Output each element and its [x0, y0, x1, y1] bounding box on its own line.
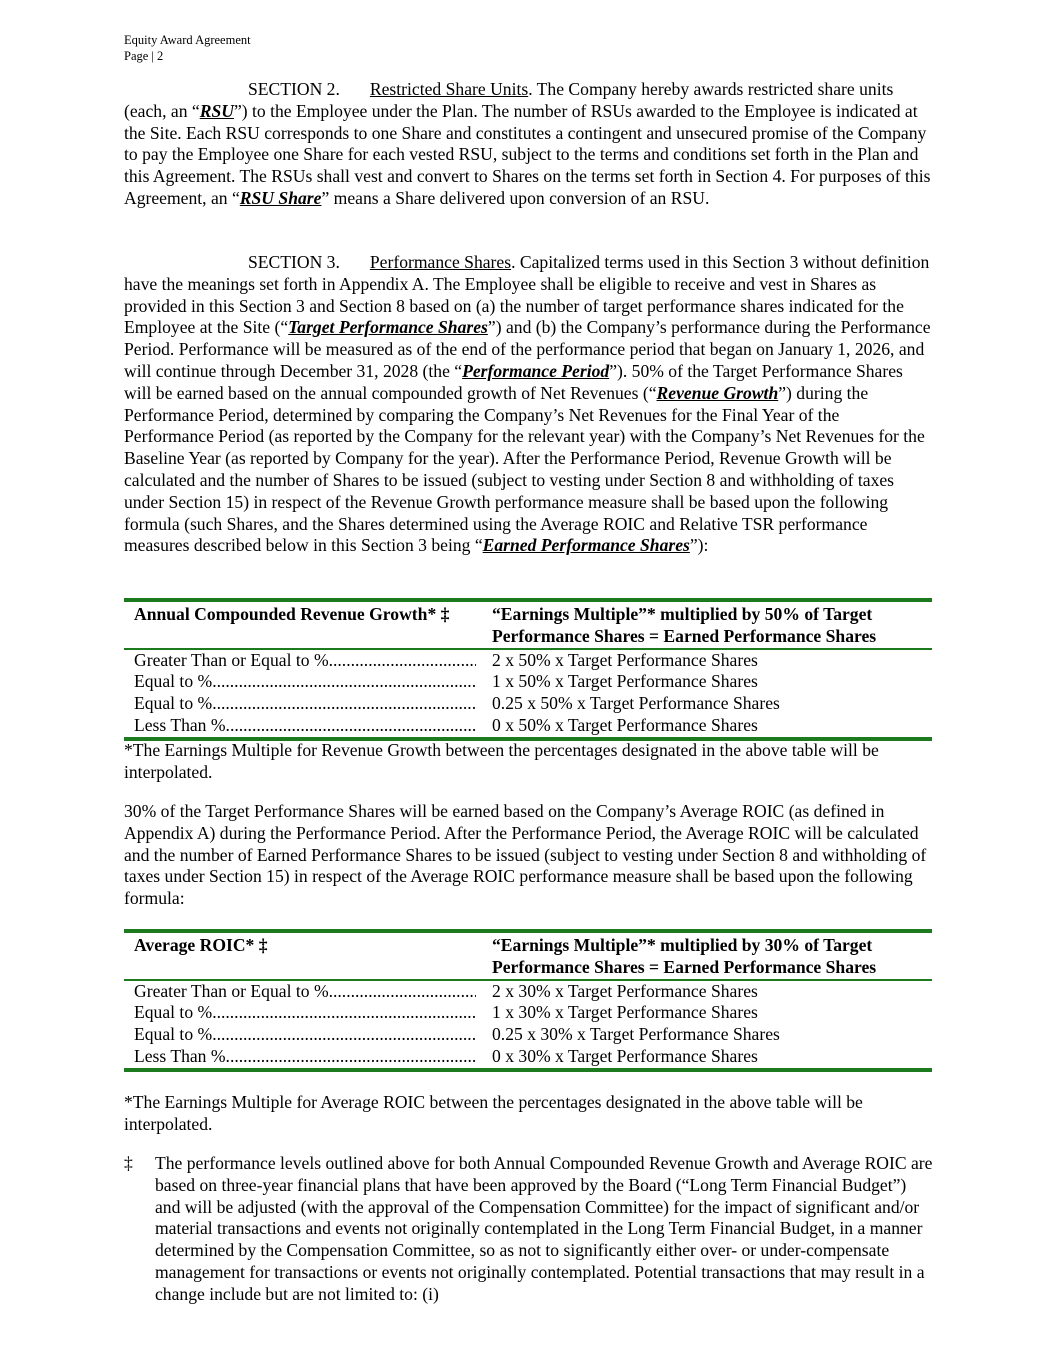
average-roic-footnote: *The Earnings Multiple for Average ROIC between the percentages designated in the above table will be interpolated. — [124, 1092, 863, 1134]
threshold-label: Greater Than or Equal to % — [134, 649, 329, 670]
multiplier-cell: 2 x 30% x Target Performance Shares — [492, 980, 758, 1001]
revenue-growth-footnote: *The Earnings Multiple for Revenue Growth between the percentages designated in the above table will be interpolated. — [124, 740, 879, 782]
column-header: “Earnings Multiple”* multiplied by 30% of Target Performance Shares = Earned Performance Shares — [482, 931, 932, 980]
table-row — [124, 980, 932, 1003]
table-header-row — [124, 931, 932, 980]
threshold-label: Equal to % — [134, 693, 213, 714]
leader-dots — [212, 1024, 476, 1046]
threshold-cell — [124, 1002, 482, 1024]
defined-term: Revenue Growth — [656, 382, 779, 403]
leader-dots — [212, 1002, 476, 1024]
page-number: Page | 2 — [124, 49, 164, 63]
table-row — [124, 649, 932, 672]
text-run: ”). 50% of the Target Performance Shares will be earned based on the annual compounded growth of Net Revenues (“ — [124, 360, 903, 403]
column-header: Annual Compounded Revenue Growth* ‡ — [124, 600, 482, 649]
section-heading: Performance Shares — [369, 252, 512, 272]
threshold-label: Equal to % — [134, 671, 213, 692]
dot-leader-label — [134, 1002, 476, 1024]
text-run: . Capitalized terms used in this Section 3 without definition have the meanings set forth in Appendix A. The Employee shall be eligible to receive and vest in Shares as provided in this Section 3 and Section 8 based on (a) the number of target performance shares indicated for the Employee at the Site (“ — [124, 252, 930, 338]
text-run: ” means a Share delivered upon conversion of an RSU. — [321, 187, 710, 208]
average-roic-table — [124, 929, 932, 1072]
threshold-label: Less Than % — [134, 1045, 226, 1066]
multiplier-cell: 0.25 x 50% x Target Performance Shares — [492, 693, 780, 714]
section-2-paragraph — [124, 79, 932, 210]
text-run: ”) to the Employee under the Plan. The number of RSUs awarded to the Employee is indicated at the Site. Each RSU corresponds to one Share and constitutes a contingent and unsecured promise of the Company to pay the Employee one Share for each vested RSU, subject to the terms and conditions set forth in the Plan and this Agreement. The RSUs shall vest and convert to Shares on the terms set forth in Section 4. For purposes of this Agreement, an “ — [124, 100, 931, 208]
defined-term: Target Performance Shares — [288, 317, 488, 338]
leader-dots — [212, 671, 476, 693]
table-row — [124, 715, 932, 739]
text-run: . The Company hereby awards restricted share units (each, an “ — [124, 79, 894, 121]
text-run: ”) during the Performance Period, determined by comparing the Company’s Net Revenues for the Final Year of the Performance Period (as reported by the Company for the relevant year) with the Company’s Net Revenues for the Baseline Year (as reported by Company for the year). After the Performance Period, Revenue Growth will be calculated and the number of Shares to be issued (subject to vesting under Section 8 and withholding of taxes under Section 15) in respect of the Revenue Growth performance measure shall be based upon the following formula (such Shares, and the Shares determined using the Average ROIC and Relative TSR performance measures described below in this Section 3 being “ — [124, 382, 925, 556]
revenue-growth-table — [124, 598, 932, 741]
defined-term: Earned Performance Shares — [482, 535, 690, 556]
double-dagger-symbol: ‡ — [124, 1153, 133, 1173]
multiplier-cell: 2 x 50% x Target Performance Shares — [492, 649, 758, 670]
text-run: ”): — [689, 535, 709, 556]
document-title: Equity Award Agreement — [124, 33, 251, 47]
threshold-cell — [124, 1046, 482, 1070]
multiplier-cell: 1 x 50% x Target Performance Shares — [492, 671, 758, 692]
leader-dots — [226, 1046, 476, 1068]
threshold-cell — [124, 671, 482, 693]
defined-term: RSU — [199, 100, 234, 121]
threshold-label: Equal to % — [134, 1024, 213, 1045]
defined-term: Performance Period — [462, 360, 610, 381]
dot-leader-label — [134, 1046, 476, 1068]
performance-levels-note: The performance levels outlined above for both Annual Compounded Revenue Growth and Average ROIC are based on three-year financial plans that have been approved by the Board (“Long Term Financial Budget”) and will be adjusted (with the approval of the Compensation Committee) for the impact of significant and/or material transactions and events not originally contemplated in the Long Term Financial Budget, in a manner determined by the Compensation Committee, so as not to significantly either over- or under-compensate management for transactions or events not originally contemplated. Potential transactions that may result in a change include but are not limited to: (i) — [155, 1153, 933, 1304]
table-row — [124, 693, 932, 715]
threshold-label: Equal to % — [134, 1002, 213, 1023]
dot-leader-label — [134, 981, 476, 1003]
threshold-cell — [124, 649, 482, 672]
roic-paragraph: 30% of the Target Performance Shares will be earned based on the Company’s Average ROIC (as defined in Appendix A) during the Performance Period. After the Performance Period, the Average ROIC will be calculated and the number of Earned Performance Shares to be issued (subject to vesting under Section 8 and withholding of taxes under Section 15) in respect of the Average ROIC performance measure shall be based upon the following formula: — [124, 801, 927, 909]
text-run: ”) and (b) the Company’s performance during the Performance Period. Performance will be measured as of the end of the performance period that began on January 1, 2026, and will continue through December 31, 2028 (the “ — [124, 317, 931, 381]
dot-leader-label — [134, 671, 476, 693]
page-header — [124, 32, 251, 64]
threshold-cell — [124, 1024, 482, 1046]
dot-leader-label — [134, 693, 476, 715]
threshold-cell — [124, 980, 482, 1003]
multiplier-cell: 0 x 50% x Target Performance Shares — [492, 714, 758, 735]
section-number: SECTION 3. — [248, 252, 340, 272]
section-number: SECTION 2. — [248, 79, 340, 99]
multiplier-cell: 0.25 x 30% x Target Performance Shares — [492, 1024, 780, 1045]
table-row — [124, 671, 932, 693]
defined-term: RSU Share — [239, 187, 322, 208]
section-heading: Restricted Share Units — [369, 79, 529, 99]
leader-dots — [212, 693, 476, 715]
dot-leader-label — [134, 715, 476, 737]
section-3-paragraph — [124, 252, 932, 557]
leader-dots — [226, 715, 476, 737]
table-header-row — [124, 600, 932, 649]
column-header: Average ROIC* ‡ — [124, 931, 482, 980]
leader-dots — [329, 650, 476, 672]
threshold-label: Greater Than or Equal to % — [134, 980, 329, 1001]
dot-leader-label — [134, 1024, 476, 1046]
threshold-cell — [124, 715, 482, 739]
leader-dots — [329, 981, 476, 1003]
multiplier-cell: 0 x 30% x Target Performance Shares — [492, 1045, 758, 1066]
table-row — [124, 1046, 932, 1070]
threshold-cell — [124, 693, 482, 715]
column-header: “Earnings Multiple”* multiplied by 50% of Target Performance Shares = Earned Performance Shares — [482, 600, 932, 649]
multiplier-cell: 1 x 30% x Target Performance Shares — [492, 1002, 758, 1023]
threshold-label: Less Than % — [134, 714, 226, 735]
table-row — [124, 1002, 932, 1024]
table-row — [124, 1024, 932, 1046]
dot-leader-label — [134, 650, 476, 672]
